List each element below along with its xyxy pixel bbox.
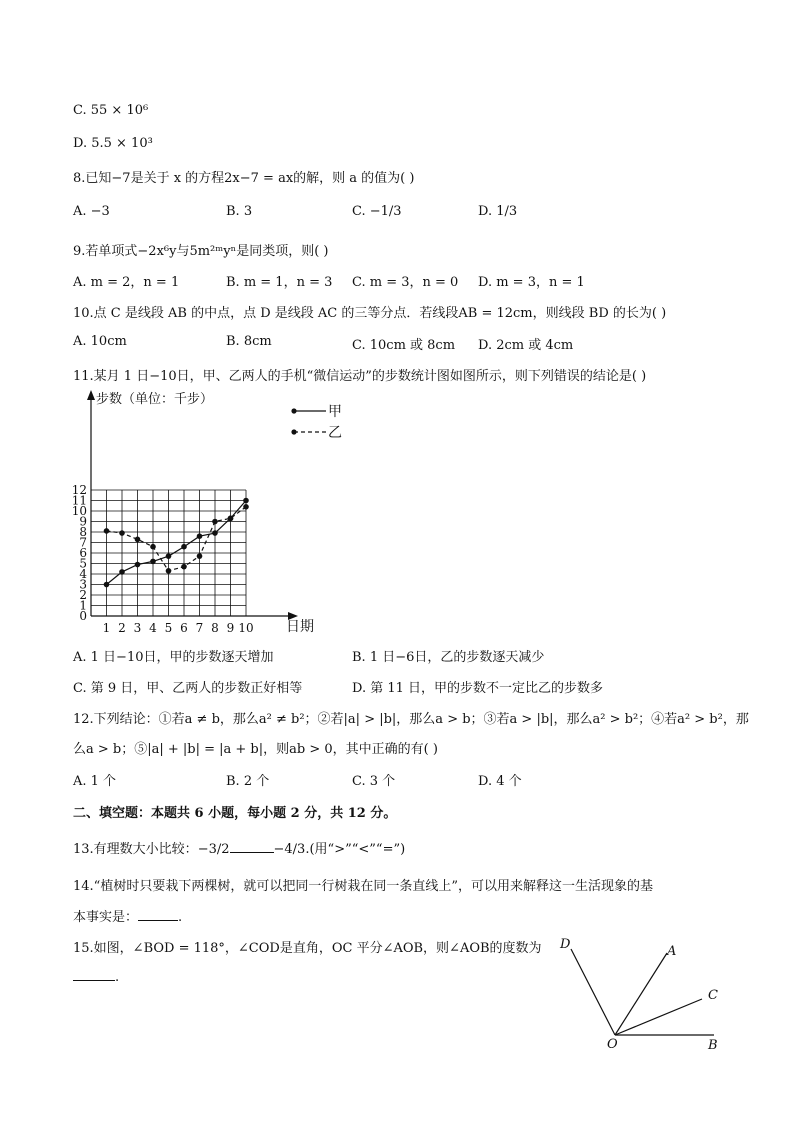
chart-legend	[286, 400, 356, 442]
q11-option-c: C. 第 9 日，甲、乙两人的步数正好相等	[73, 681, 303, 696]
y-tick-label: 6	[79, 546, 87, 560]
q12-option-b: B. 2 个	[226, 774, 270, 789]
x-tick-label: 1	[102, 621, 111, 635]
y-tick-label: 8	[79, 525, 87, 539]
y-tick-label: 0	[79, 609, 87, 623]
q8-stem: 8.已知−7是关于 x 的方程2x−7 = ax的解，则 a 的值为( )	[73, 171, 415, 186]
q13-suffix: .(用“>”“<”“=”)	[305, 842, 406, 857]
q13-right-value: −4/3	[273, 842, 306, 857]
legend-label-jia: 甲	[328, 404, 342, 420]
y-tick-label: 4	[79, 567, 87, 581]
chart-axes	[87, 390, 298, 620]
q12-option-d: D. 4 个	[478, 774, 522, 789]
point-label-c: C	[708, 988, 718, 1003]
series-point-jia	[243, 498, 249, 504]
y-tick-label: 1	[79, 598, 87, 613]
y-tick-label: 7	[79, 535, 87, 550]
q15-answer-line: .	[73, 968, 119, 985]
series-point-jia	[197, 533, 203, 539]
q13-prefix: 13.有理数大小比较：	[73, 842, 198, 857]
q9-option-d: D. m = 3，n = 1	[478, 275, 585, 290]
q15-answer-blank[interactable]	[73, 968, 115, 981]
series-point-yi	[119, 530, 125, 536]
q8-option-d: D. 1/3	[478, 204, 518, 219]
q10-option-c: C. 10cm 或 8cm	[352, 338, 456, 353]
point-label-a: A	[667, 944, 677, 959]
y-tick-label: 2	[79, 588, 87, 602]
q8-option-a: A. −3	[73, 204, 110, 219]
y-tick-label: 12	[71, 483, 87, 497]
q14-line2-wrap: 本事实是： .	[73, 910, 183, 925]
q12-option-c: C. 3 个	[352, 774, 396, 789]
point-label-o: O	[607, 1037, 618, 1052]
x-tick-label: 10	[238, 621, 254, 635]
q7-option-d: D. 5.5 × 10³	[73, 136, 153, 151]
q15-stem: 15.如图，∠BOD = 118°，∠COD是直角，OC 平分∠AOB，则∠AOB的度数为	[73, 941, 542, 956]
y-axis-arrow	[87, 390, 95, 400]
ray-oc	[615, 999, 702, 1035]
q8-option-c: C. −1/3	[352, 204, 402, 219]
q7-option-c: C. 55 × 10⁶	[73, 103, 149, 118]
q14-line1: 14.“植树时只要栽下两棵树，就可以把同一行树栽在同一条直线上”，可以用来解释这一生活现象的基	[73, 879, 653, 894]
q13-answer-blank[interactable]	[230, 840, 274, 853]
x-tick-label: 4	[149, 621, 157, 635]
series-point-yi	[181, 564, 187, 570]
ray-oa	[615, 953, 667, 1035]
q14-answer-blank[interactable]	[138, 908, 178, 921]
series-point-yi	[135, 537, 141, 543]
series-point-yi	[104, 528, 110, 534]
q9-stem: 9.若单项式−2x⁶y与5m²ᵐyⁿ是同类项，则( )	[73, 244, 329, 259]
q10-option-a: A. 10cm	[73, 334, 127, 349]
legend-marker-yi	[291, 429, 296, 434]
y-tick-label: 5	[79, 556, 87, 571]
q8-option-b: B. 3	[226, 204, 253, 219]
series-point-yi	[150, 544, 156, 550]
x-tick-label: 2	[118, 621, 126, 635]
q10-option-b: B. 8cm	[226, 334, 272, 349]
q9-option-c: C. m = 3，n = 0	[352, 275, 459, 290]
x-tick-label: 6	[180, 621, 188, 635]
series-point-yi	[212, 519, 218, 525]
series-point-jia	[150, 559, 156, 565]
series-point-yi	[228, 516, 234, 522]
series-point-jia	[212, 530, 218, 536]
q10-option-d: D. 2cm 或 4cm	[478, 338, 574, 353]
x-tick-label: 3	[133, 621, 142, 635]
q11-option-a: A. 1 日−10日，甲的步数逐天增加	[73, 650, 274, 665]
series-point-jia	[135, 562, 141, 568]
q13-left-value: −3/2	[197, 842, 230, 857]
x-tick-label: 9	[226, 621, 235, 635]
series-point-yi	[166, 568, 172, 574]
q11-option-d: D. 第 11 日，甲的步数不一定比乙的步数多	[352, 681, 604, 696]
chart-x-axis-label: 日期	[286, 619, 314, 635]
x-tick-label: 5	[164, 621, 173, 635]
series-point-yi	[243, 504, 249, 510]
section-heading-fill-in: 二、填空题：本题共 6 小题，每小题 2 分，共 12 分。	[73, 806, 397, 821]
point-label-d: D	[560, 937, 571, 952]
series-point-yi	[197, 553, 203, 559]
angle-figure	[556, 935, 726, 1055]
q14-line2: 本事实是：	[73, 910, 139, 925]
series-line-yi	[107, 507, 247, 571]
q12-option-a: A. 1 个	[73, 774, 117, 789]
y-tick-label: 10	[71, 504, 87, 518]
chart-y-axis-label: 步数（单位：千步）	[96, 392, 214, 407]
series-point-jia	[166, 553, 172, 559]
chart-grid	[91, 490, 246, 616]
ray-od	[571, 949, 615, 1035]
y-tick-label: 11	[71, 493, 87, 508]
q9-option-a: A. m = 2，n = 1	[73, 275, 180, 290]
series-point-jia	[104, 582, 110, 588]
chart-ticks	[72, 483, 254, 635]
q12-stem-line1: 12.下列结论：①若a ≠ b，那么a² ≠ b²；②若|a| > |b|，那么a > b；③若a > |b|，那么a² > b²；④若a² > b²，那	[73, 712, 749, 727]
q12-stem-line2: 么a > b；⑤|a| + |b| = |a + b|，则ab > 0，其中正确的有( )	[73, 742, 438, 757]
q10-stem: 10.点 C 是线段 AB 的中点，点 D 是线段 AC 的三等分点．若线段AB = 12cm，则线段 BD 的长为( )	[73, 306, 667, 321]
point-label-b: B	[708, 1038, 718, 1053]
q13-line	[73, 838, 405, 857]
x-tick-label: 8	[211, 621, 219, 635]
series-point-jia	[119, 569, 125, 575]
q9-option-b: B. m = 1，n = 3	[226, 275, 333, 290]
q11-stem: 11.某月 1 日−10日，甲、乙两人的手机“微信运动”的步数统计图如图所示，则下列错误的结论是( )	[73, 369, 647, 384]
legend-label-yi: 乙	[328, 425, 342, 441]
y-tick-label: 9	[79, 514, 87, 529]
x-tick-label: 7	[195, 621, 204, 635]
y-tick-label: 3	[79, 577, 87, 592]
q11-option-b: B. 1 日−6日，乙的步数逐天减少	[352, 650, 545, 665]
series-point-jia	[181, 544, 187, 550]
legend-marker-jia	[291, 408, 296, 413]
